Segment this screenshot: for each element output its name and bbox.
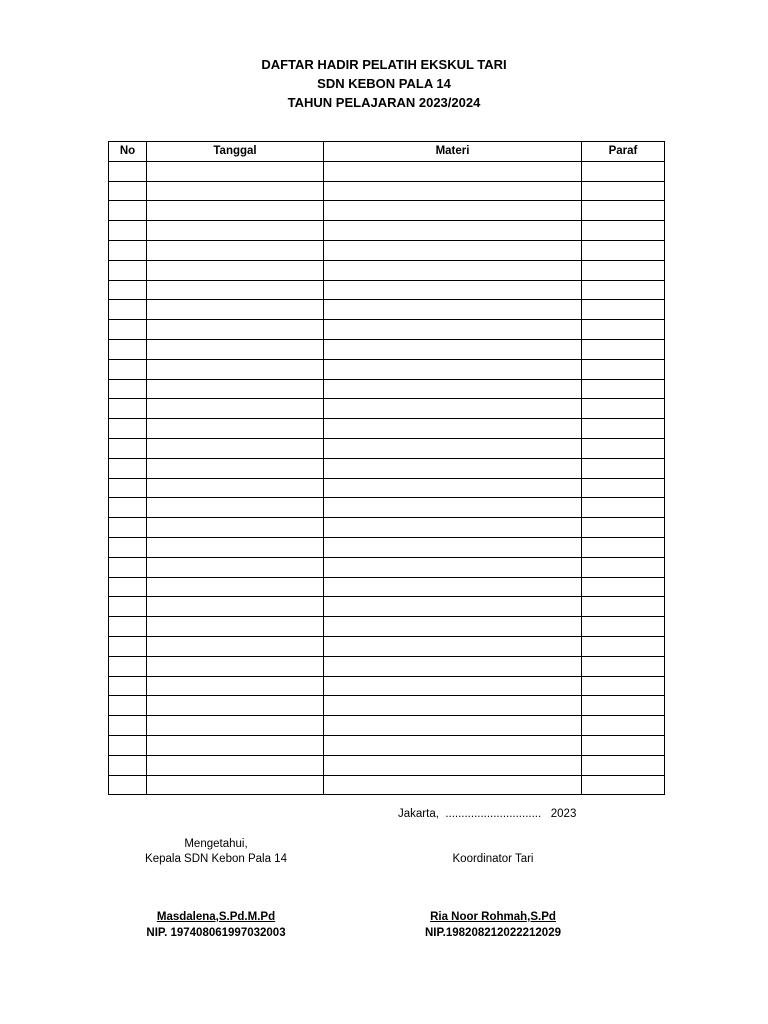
- cell-materi: [324, 300, 582, 320]
- cell-no: [109, 300, 147, 320]
- cell-tanggal: [147, 260, 324, 280]
- table-row: [109, 735, 665, 755]
- cell-tanggal: [147, 221, 324, 241]
- table-row: [109, 320, 665, 340]
- cell-materi: [324, 201, 582, 221]
- cell-no: [109, 201, 147, 221]
- table-row: [109, 379, 665, 399]
- place-date-year: 2023: [550, 808, 577, 820]
- cell-materi: [324, 379, 582, 399]
- cell-materi: [324, 240, 582, 260]
- cell-paraf: [582, 518, 665, 538]
- table-row: [109, 419, 665, 439]
- table-row: [109, 240, 665, 260]
- cell-paraf: [582, 221, 665, 241]
- cell-paraf: [582, 636, 665, 656]
- left-role: Kepala SDN Kebon Pala 14: [145, 853, 287, 865]
- cell-tanggal: [147, 438, 324, 458]
- cell-paraf: [582, 201, 665, 221]
- cell-no: [109, 498, 147, 518]
- cell-no: [109, 755, 147, 775]
- cell-paraf: [582, 775, 665, 795]
- cell-no: [109, 716, 147, 736]
- table-row: [109, 617, 665, 637]
- cell-paraf: [582, 498, 665, 518]
- cell-paraf: [582, 399, 665, 419]
- cell-materi: [324, 676, 582, 696]
- title-line-2: SDN KEBON PALA 14: [317, 76, 451, 91]
- cell-no: [109, 181, 147, 201]
- cell-tanggal: [147, 755, 324, 775]
- cell-paraf: [582, 419, 665, 439]
- cell-paraf: [582, 676, 665, 696]
- cell-tanggal: [147, 676, 324, 696]
- cell-no: [109, 478, 147, 498]
- column-header-materi: Materi: [324, 142, 582, 162]
- cell-tanggal: [147, 597, 324, 617]
- table-row: [109, 478, 665, 498]
- cell-tanggal: [147, 735, 324, 755]
- attendance-table-body: [109, 161, 665, 795]
- cell-materi: [324, 617, 582, 637]
- cell-paraf: [582, 617, 665, 637]
- cell-paraf: [582, 458, 665, 478]
- cell-tanggal: [147, 716, 324, 736]
- cell-materi: [324, 775, 582, 795]
- cell-no: [109, 735, 147, 755]
- cell-materi: [324, 320, 582, 340]
- cell-paraf: [582, 320, 665, 340]
- cell-paraf: [582, 696, 665, 716]
- cell-no: [109, 775, 147, 795]
- cell-no: [109, 280, 147, 300]
- cell-tanggal: [147, 696, 324, 716]
- cell-no: [109, 597, 147, 617]
- cell-no: [109, 458, 147, 478]
- cell-paraf: [582, 300, 665, 320]
- column-header-no: No: [109, 142, 147, 162]
- table-row: [109, 458, 665, 478]
- cell-no: [109, 260, 147, 280]
- cell-tanggal: [147, 399, 324, 419]
- table-header-row: [109, 142, 665, 162]
- cell-materi: [324, 716, 582, 736]
- table-row: [109, 260, 665, 280]
- cell-tanggal: [147, 280, 324, 300]
- cell-paraf: [582, 280, 665, 300]
- cell-tanggal: [147, 656, 324, 676]
- cell-materi: [324, 399, 582, 419]
- table-row: [109, 557, 665, 577]
- cell-tanggal: [147, 419, 324, 439]
- cell-paraf: [582, 181, 665, 201]
- cell-materi: [324, 339, 582, 359]
- right-role: Koordinator Tari: [452, 853, 534, 865]
- cell-no: [109, 696, 147, 716]
- cell-tanggal: [147, 359, 324, 379]
- title-line-1: DAFTAR HADIR PELATIH EKSKUL TARI: [261, 57, 507, 72]
- cell-paraf: [582, 240, 665, 260]
- table-row: [109, 755, 665, 775]
- cell-tanggal: [147, 636, 324, 656]
- cell-no: [109, 617, 147, 637]
- table-row: [109, 161, 665, 181]
- cell-materi: [324, 636, 582, 656]
- table-row: [109, 636, 665, 656]
- table-row: [109, 201, 665, 221]
- cell-tanggal: [147, 458, 324, 478]
- cell-materi: [324, 181, 582, 201]
- cell-materi: [324, 498, 582, 518]
- cell-paraf: [582, 379, 665, 399]
- place-date-label: Jakarta,: [398, 808, 439, 820]
- table-row: [109, 577, 665, 597]
- cell-tanggal: [147, 498, 324, 518]
- table-row: [109, 399, 665, 419]
- cell-paraf: [582, 359, 665, 379]
- table-row: [109, 300, 665, 320]
- cell-paraf: [582, 260, 665, 280]
- cell-materi: [324, 221, 582, 241]
- cell-no: [109, 399, 147, 419]
- table-row: [109, 696, 665, 716]
- table-row: [109, 280, 665, 300]
- table-row: [109, 339, 665, 359]
- table-row: [109, 716, 665, 736]
- cell-no: [109, 636, 147, 656]
- cell-no: [109, 339, 147, 359]
- cell-tanggal: [147, 201, 324, 221]
- cell-paraf: [582, 537, 665, 557]
- cell-no: [109, 656, 147, 676]
- table-row: [109, 498, 665, 518]
- cell-materi: [324, 735, 582, 755]
- table-row: [109, 656, 665, 676]
- cell-tanggal: [147, 537, 324, 557]
- cell-no: [109, 518, 147, 538]
- left-knowing-label: Mengetahui,: [184, 838, 248, 850]
- right-signatory-nip: NIP.198208212022212029: [424, 927, 561, 939]
- table-row: [109, 775, 665, 795]
- cell-no: [109, 537, 147, 557]
- left-signatory-nip: NIP. 197408061997032003: [146, 927, 286, 939]
- cell-paraf: [582, 577, 665, 597]
- cell-tanggal: [147, 775, 324, 795]
- cell-tanggal: [147, 240, 324, 260]
- table-row: [109, 518, 665, 538]
- cell-materi: [324, 597, 582, 617]
- cell-materi: [324, 161, 582, 181]
- table-row: [109, 438, 665, 458]
- place-date-line: [398, 808, 576, 820]
- table-row: [109, 181, 665, 201]
- cell-materi: [324, 478, 582, 498]
- table-row: [109, 359, 665, 379]
- cell-tanggal: [147, 300, 324, 320]
- cell-materi: [324, 577, 582, 597]
- cell-paraf: [582, 755, 665, 775]
- cell-materi: [324, 518, 582, 538]
- column-header-tanggal: Tanggal: [147, 142, 324, 162]
- cell-tanggal: [147, 617, 324, 637]
- cell-paraf: [582, 735, 665, 755]
- table-row: [109, 676, 665, 696]
- cell-tanggal: [147, 379, 324, 399]
- cell-paraf: [582, 656, 665, 676]
- cell-materi: [324, 458, 582, 478]
- cell-paraf: [582, 478, 665, 498]
- cell-no: [109, 438, 147, 458]
- cell-materi: [324, 557, 582, 577]
- cell-paraf: [582, 597, 665, 617]
- place-date-dots: ..............................: [445, 808, 542, 820]
- table-row: [109, 537, 665, 557]
- cell-paraf: [582, 438, 665, 458]
- table-row: [109, 221, 665, 241]
- cell-materi: [324, 755, 582, 775]
- table-row: [109, 597, 665, 617]
- cell-materi: [324, 537, 582, 557]
- cell-tanggal: [147, 161, 324, 181]
- title-line-3: TAHUN PELAJARAN 2023/2024: [287, 95, 481, 110]
- cell-no: [109, 676, 147, 696]
- cell-paraf: [582, 716, 665, 736]
- cell-tanggal: [147, 478, 324, 498]
- cell-no: [109, 557, 147, 577]
- cell-materi: [324, 280, 582, 300]
- cell-materi: [324, 260, 582, 280]
- cell-no: [109, 320, 147, 340]
- cell-tanggal: [147, 339, 324, 359]
- cell-materi: [324, 656, 582, 676]
- cell-no: [109, 161, 147, 181]
- cell-no: [109, 379, 147, 399]
- cell-tanggal: [147, 577, 324, 597]
- cell-tanggal: [147, 518, 324, 538]
- cell-no: [109, 221, 147, 241]
- cell-tanggal: [147, 557, 324, 577]
- cell-no: [109, 419, 147, 439]
- cell-materi: [324, 419, 582, 439]
- cell-no: [109, 359, 147, 379]
- attendance-table: [108, 141, 665, 795]
- cell-paraf: [582, 557, 665, 577]
- cell-no: [109, 240, 147, 260]
- column-header-paraf: Paraf: [582, 142, 665, 162]
- cell-tanggal: [147, 320, 324, 340]
- cell-materi: [324, 438, 582, 458]
- cell-materi: [324, 696, 582, 716]
- left-signatory-name: Masdalena,S.Pd.M.Pd: [156, 911, 276, 923]
- cell-materi: [324, 359, 582, 379]
- cell-tanggal: [147, 181, 324, 201]
- right-signatory-name: Ria Noor Rohmah,S.Pd: [430, 911, 556, 923]
- cell-paraf: [582, 161, 665, 181]
- cell-paraf: [582, 339, 665, 359]
- cell-no: [109, 577, 147, 597]
